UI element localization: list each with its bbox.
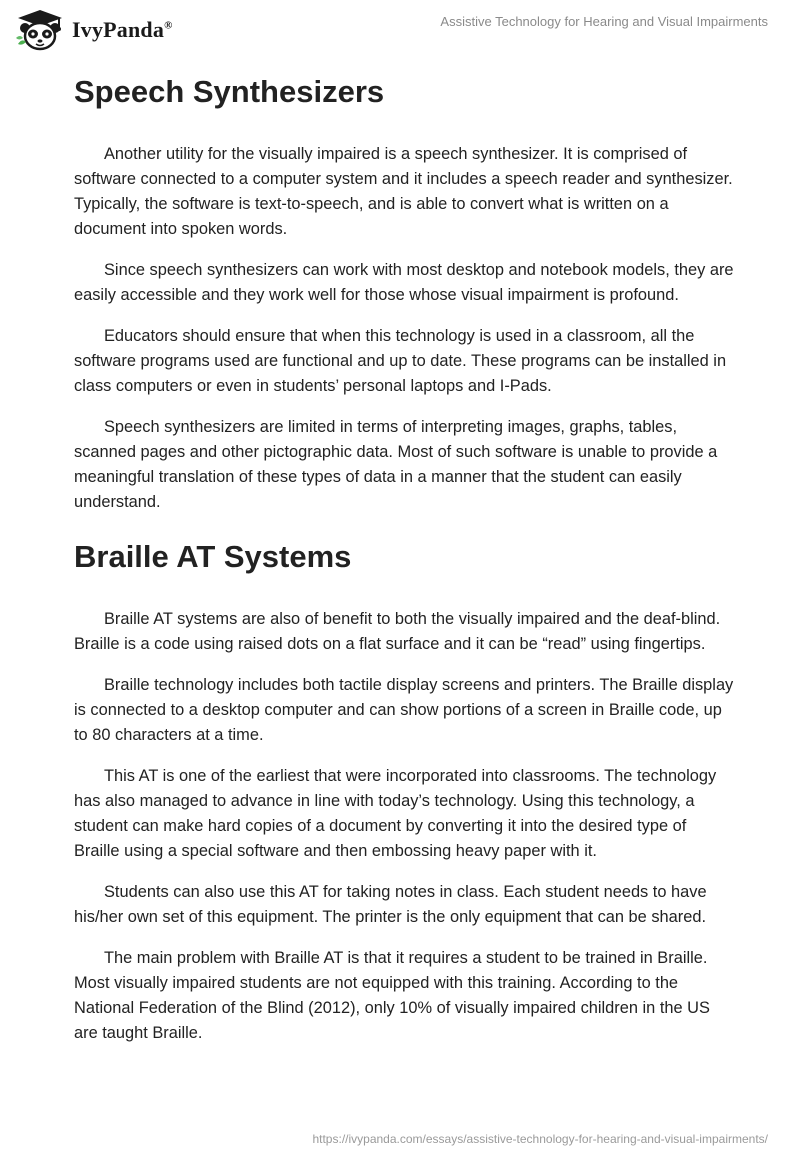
section-heading: Braille AT Systems [74,539,352,574]
section-heading: Speech Synthesizers [74,74,385,109]
paragraph: The main problem with Braille AT is that it requires a student to be trained in Braille. Most visually impaired students are not equipped with this training. According to the National Federation of the Blind (2012), only 10% of visually impaired children in the US are taught Braille. [74,949,710,1042]
paragraph: This AT is one of the earliest that were incorporated into classrooms. The technology has also managed to advance in line with today’s technology. Using this technology, a student can make hard copies of a document by converting it into the desired type of Braille using a special software and then embossing heavy paper with it. [74,767,717,860]
paragraph: Another utility for the visually impaired is a speech synthesizer. It is comprised of software connected to a computer system and it includes a speech reader and synthesizer. Typically, the software is text-to-speech, and is able to convert what is written on a document into spoken words. [74,145,733,238]
document-title: Assistive Technology for Hearing and Visual Impairments [440,14,768,29]
paragraph: Braille AT systems are also of benefit to both the visually impaired and the deaf-blind. Braille is a code using raised dots on a flat surface and it can be “read” using fingertips. [74,610,721,653]
paragraph: Speech synthesizers are limited in terms of interpreting images, graphs, tables, scanned pages and other pictographic data. Most of such software is unable to provide a meaningful translation of these types of data in a manner that the student can easily understand. [74,418,718,511]
paragraph: Students can also use this AT for taking notes in class. Each student needs to have his/her own set of this equipment. The printer is the only equipment that can be shared. [74,883,707,926]
paragraph: Braille technology includes both tactile display screens and printers. The Braille display is connected to a desktop computer and can show portions of a screen in Braille code, up to 80 characters at a time. [74,676,734,744]
page-header [0,0,800,64]
panda-icon [14,8,66,52]
logo-text: IvyPanda® [72,17,173,42]
paragraph: Since speech synthesizers can work with most desktop and notebook models, they are easily accessible and they work well for those whose visual impairment is profound. [74,261,734,304]
paragraph: Educators should ensure that when this technology is used in a classroom, all the software programs used are functional and up to date. These programs can be installed in class computers or even in students’ personal laptops and I-Pads. [74,327,727,395]
ivypanda-logo[interactable] [14,8,173,52]
article-body [74,70,734,1062]
source-url-link[interactable]: https://ivypanda.com/essays/assistive-technology-for-hearing-and-visual-impairments/ [312,1132,768,1146]
